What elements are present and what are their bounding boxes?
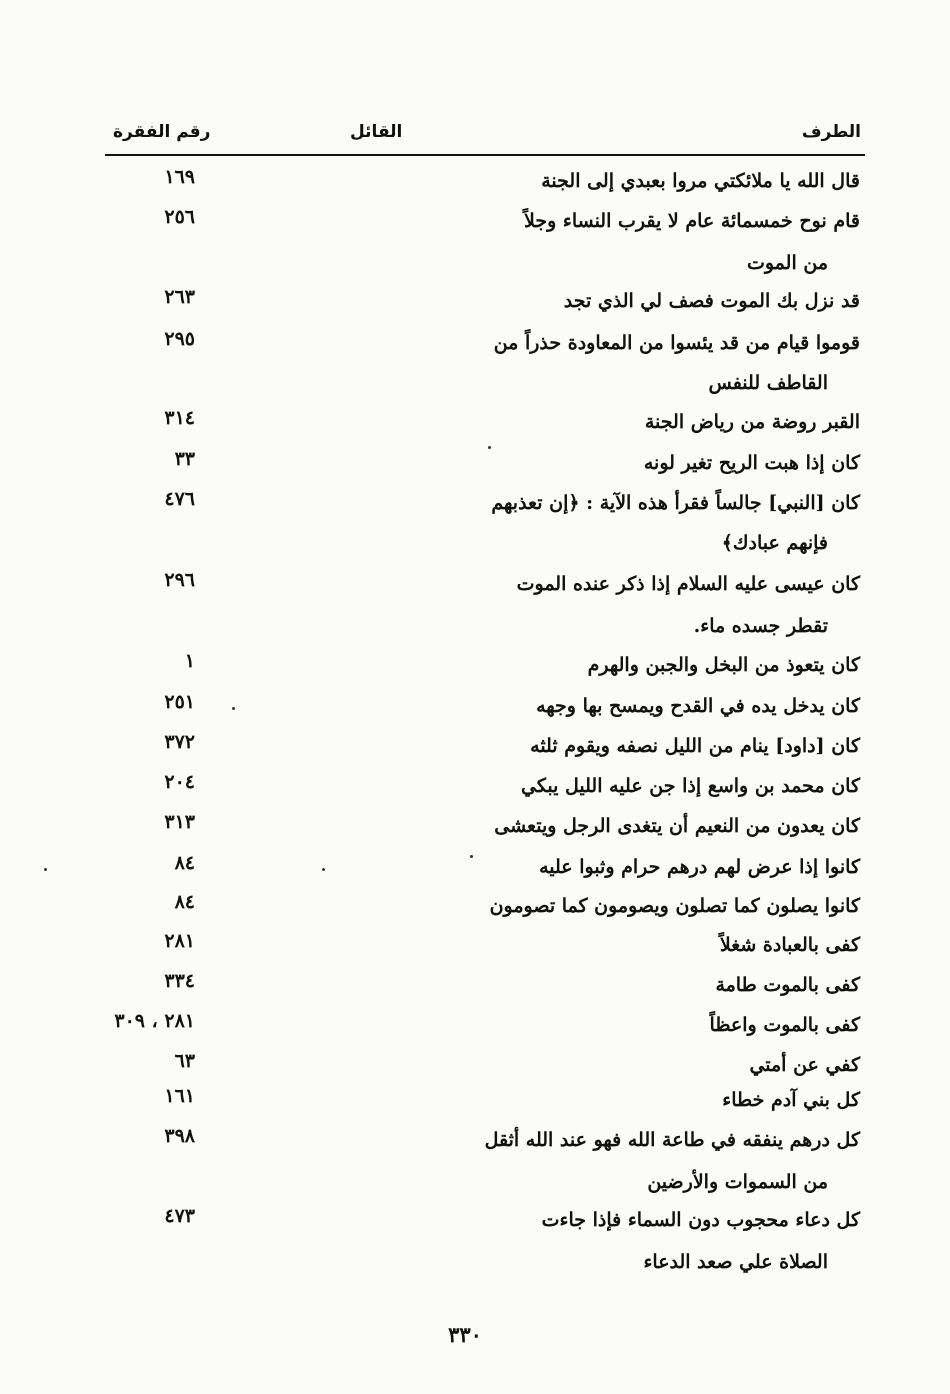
scan-speck — [44, 868, 47, 871]
entry-number: ١٦٩ — [164, 166, 195, 188]
entry-text: كان محمد بن واسع إذا جن عليه الليل يبكي — [521, 775, 860, 797]
entry-number: ٣١٤ — [164, 407, 195, 429]
entry-text: كان [داود] ينام من الليل نصفه ويقوم ثلثه — [530, 735, 860, 757]
entry-number: ٣٧٢ — [164, 731, 195, 753]
entry-text: كان إذا هبت الريح تغير لونه — [643, 452, 860, 474]
entry-number: ٨٤ — [174, 891, 195, 913]
column-header-taraf: الطرف — [801, 122, 861, 142]
scan-speck — [488, 446, 491, 449]
entry-number: ٢٨١ — [164, 930, 195, 952]
entry-text: كانوا إذا عرض لهم درهم حرام وثبوا عليه — [539, 856, 860, 878]
entry-number: ٢٠٤ — [164, 771, 195, 793]
entry-text: كانوا يصلون كما تصلون ويصومون كما تصومون — [489, 895, 860, 917]
entry-text: كان [النبي] جالساً فقرأ هذه الآية : ﴿إن تعذبهم — [491, 492, 860, 514]
entry-number: ٢٨١ ، ٣٠٩ — [114, 1010, 195, 1032]
entry-text: كفي عن أمتي — [749, 1054, 860, 1076]
entry-text: كل درهم ينفقه في طاعة الله فهو عند الله أثقل — [484, 1129, 860, 1151]
entry-text: قال الله يا ملائكتي مروا بعبدي إلى الجنة — [541, 170, 860, 192]
column-header-raqm: رقم الفقرة — [113, 122, 211, 142]
entry-text: القبر روضة من رياض الجنة — [644, 411, 860, 433]
column-header-qail: القائل — [350, 122, 403, 142]
entry-continuation: من الموت — [746, 252, 828, 274]
entry-number: ٤٧٣ — [164, 1205, 195, 1227]
scan-speck — [322, 868, 325, 871]
entry-text: كل بني آدم خطاء — [722, 1089, 860, 1111]
entry-number: ٢٥٦ — [164, 206, 195, 228]
page-number: ٣٣٠ — [448, 1322, 482, 1347]
entry-number: ٦٣ — [174, 1050, 195, 1072]
entry-number: ٢٩٦ — [164, 569, 195, 591]
entry-number: ٨٤ — [174, 852, 195, 874]
entry-number: ٣٣٤ — [164, 970, 195, 992]
entry-number: ١٦١ — [164, 1085, 195, 1107]
entry-number: ٤٧٦ — [164, 488, 195, 510]
entry-number: ٣٩٨ — [164, 1125, 195, 1147]
entry-text: كل دعاء محجوب دون السماء فإذا جاءت — [541, 1209, 860, 1231]
entry-continuation: الصلاة علي صعد الدعاء — [643, 1251, 828, 1273]
entry-continuation: من السموات والأرضين — [647, 1171, 828, 1193]
entry-number: ٢٦٣ — [164, 286, 195, 308]
scan-speck — [470, 855, 473, 858]
entry-text: كفى بالموت واعظاً — [709, 1014, 860, 1036]
entry-number: ٣١٣ — [164, 811, 195, 833]
entry-number: ٢٥١ — [164, 691, 195, 713]
entry-number: ١ — [184, 650, 195, 672]
entry-text: كفى بالعبادة شغلاً — [719, 934, 860, 956]
entry-text: كان يتعوذ من البخل والجبن والهرم — [587, 654, 860, 676]
entry-text: قد نزل بك الموت فصف لي الذي تجد — [563, 290, 860, 312]
entry-continuation: القاطف للنفس — [708, 372, 828, 394]
scan-speck — [232, 707, 235, 710]
entry-text: قام نوح خمسمائة عام لا يقرب النساء وجلاً — [524, 210, 860, 232]
entry-continuation: فإنهم عبادك﴾ — [721, 532, 828, 554]
entry-text: كان يعدون من النعيم أن يتغدى الرجل ويتعشى — [494, 815, 860, 837]
entry-text: كان عيسى عليه السلام إذا ذكر عنده الموت — [516, 573, 860, 595]
entry-text: كفى بالموت طامة — [715, 974, 860, 996]
entry-text: قوموا قيام من قد يئسوا من المعاودة حذراً من — [493, 332, 860, 354]
entry-text: كان يدخل يده في القدح ويمسح بها وجهه — [536, 695, 860, 717]
entry-number: ٢٩٥ — [164, 328, 195, 350]
entry-continuation: تقطر جسده ماء. — [693, 615, 828, 637]
entry-number: ٣٣ — [174, 448, 195, 470]
